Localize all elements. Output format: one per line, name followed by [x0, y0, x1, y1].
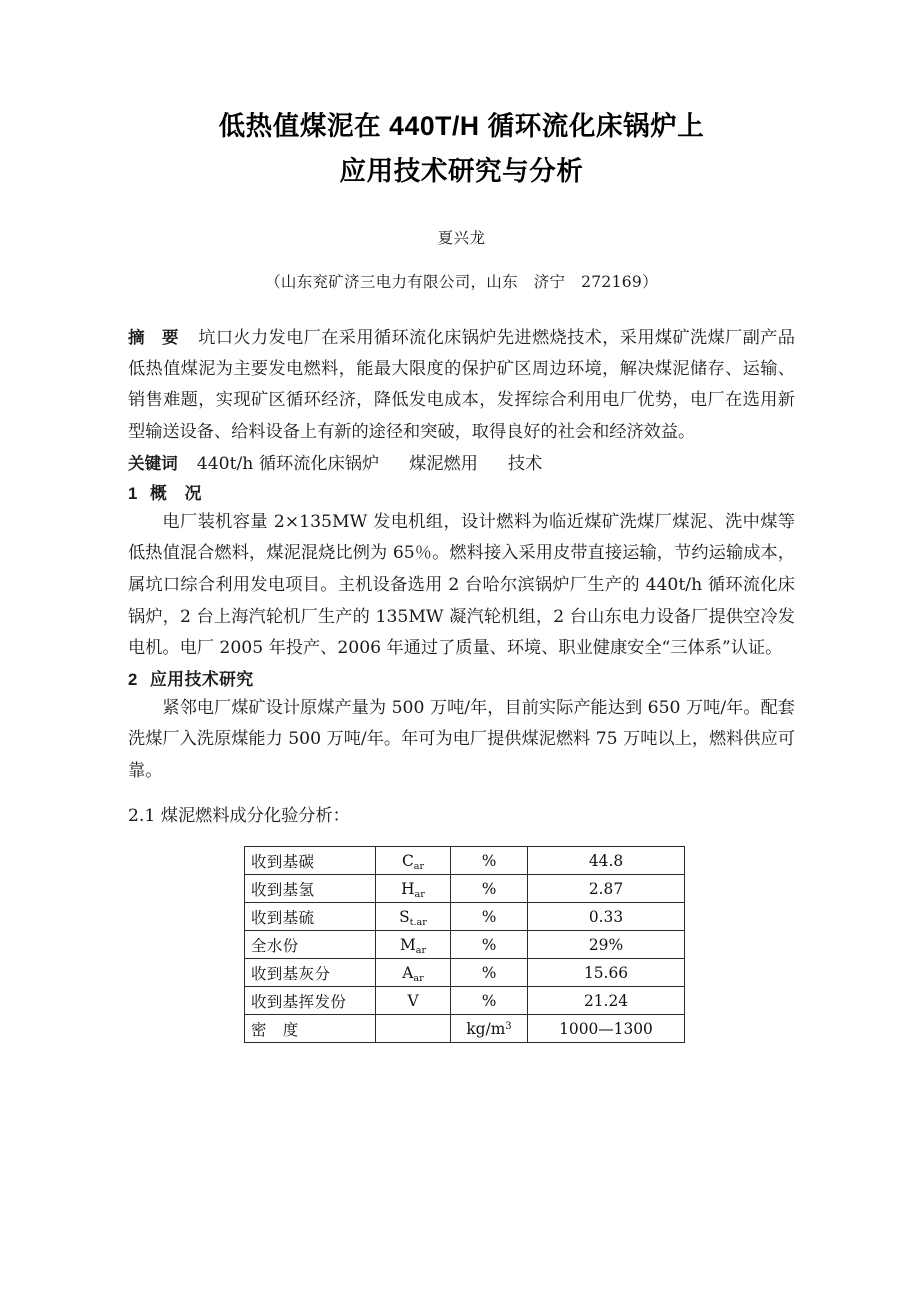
- cell-value: 15.66: [528, 959, 685, 987]
- cell-unit: $kg/m^3$: [451, 1015, 528, 1043]
- table-row: [245, 847, 685, 875]
- keywords-line: [128, 449, 795, 479]
- cell-symbol: $H_{ar}$: [376, 875, 451, 903]
- section-heading-2: [128, 666, 795, 693]
- cell-symbol: $M_{ar}$: [376, 931, 451, 959]
- section-1-number: 1: [128, 483, 138, 503]
- cell-property-name: 密 度: [245, 1015, 376, 1043]
- cell-property-name: 收到基挥发份: [245, 987, 376, 1015]
- cell-value: 1000—1300: [528, 1015, 685, 1043]
- abstract-label: 摘 要: [128, 328, 179, 347]
- cell-property-name: 收到基灰分: [245, 959, 376, 987]
- author-affiliation: （山东兖矿济三电力有限公司，山东 济宁 272169）: [265, 273, 658, 291]
- table-row: [245, 903, 685, 931]
- page-title-line-1: 低热值煤泥在 440T/H 循环流化床锅炉上: [218, 111, 705, 141]
- cell-symbol: $A_{ar}$: [376, 959, 451, 987]
- author-name: 夏兴龙: [437, 229, 486, 247]
- section-heading-1: [128, 480, 795, 507]
- table-row: [245, 987, 685, 1015]
- cell-property-name: 全水份: [245, 931, 376, 959]
- cell-symbol: [376, 1015, 451, 1043]
- subsection-heading-2-1: 2.1 煤泥燃料成分化验分析：: [128, 805, 350, 826]
- cell-value: 29%: [528, 931, 685, 959]
- abstract-text: 坑口火力发电厂在采用循环流化床锅炉先进燃烧技术，采用煤矿洗煤厂副产品低热值煤泥为主要发电燃料，能最大限度的保护矿区周边环境，解决煤泥储存、运输、销售难题，实现矿区循环经济，降低发电成本，发挥综合利用电厂优势，电厂在选用新型输送设备、给料设备上有新的途径和突破，取得良好的社会和经济效益。: [128, 328, 795, 442]
- fuel-analysis-table: [244, 846, 685, 1043]
- cell-unit: %: [451, 847, 528, 875]
- section-1-paragraph: 电厂装机容量 2×135MW 发电机组，设计燃料为临近煤矿洗煤厂煤泥、洗中煤等低热值混合燃料，煤泥混烧比例为 65％。燃料接入采用皮带直接运输，节约运输成本，属坑口综合利用发电项目。主机设备选用 2 台哈尔滨锅炉厂生产的 440t/h 循环流化床锅炉，2 台上海汽轮机厂生产的 135MW 凝汽轮机组，2 台山东电力设备厂提供空冷发电机。电厂 2005 年投产、2006 年通过了质量、环境、职业健康安全“三体系”认证。: [128, 511, 795, 659]
- cell-value: 2.87: [528, 875, 685, 903]
- title-block: [128, 0, 795, 194]
- fuel-analysis-table-wrapper: [128, 846, 795, 1043]
- keyword-item-2: 煤泥燃用: [409, 453, 478, 474]
- section-2-title: 应用技术研究: [150, 669, 254, 689]
- keyword-item-3: 技术: [507, 453, 543, 474]
- section-1-title: 概 况: [150, 483, 202, 503]
- cell-unit: %: [451, 875, 528, 903]
- cell-value: 44.8: [528, 847, 685, 875]
- cell-value: 0.33: [528, 903, 685, 931]
- section-2-paragraph: 紧邻电厂煤矿设计原煤产量为 500 万吨/年，目前实际产能达到 650 万吨/年。配套洗煤厂入洗原煤能力 500 万吨/年。年可为电厂提供煤泥燃料 75 万吨以上，燃料供应可靠。: [128, 697, 795, 781]
- cell-property-name: 收到基硫: [245, 903, 376, 931]
- table-row: [245, 1015, 685, 1043]
- cell-unit: %: [451, 959, 528, 987]
- cell-unit: %: [451, 903, 528, 931]
- table-row: [245, 875, 685, 903]
- cell-unit: %: [451, 931, 528, 959]
- cell-symbol: V: [376, 987, 451, 1015]
- section-2-number: 2: [128, 669, 138, 689]
- cell-unit: %: [451, 987, 528, 1015]
- cell-symbol: $S_{t.ar}$: [376, 903, 451, 931]
- keywords-label: 关键词: [128, 453, 178, 473]
- cell-value: 21.24: [528, 987, 685, 1015]
- table-row: [245, 959, 685, 987]
- keyword-item-1: 440t/h 循环流化床锅炉: [196, 453, 380, 474]
- cell-symbol: $C_{ar}$: [376, 847, 451, 875]
- abstract-paragraph: [128, 322, 795, 448]
- page-title-line-2: 应用技术研究与分析: [339, 156, 584, 186]
- table-row: [245, 931, 685, 959]
- cell-property-name: 收到基氢: [245, 875, 376, 903]
- cell-property-name: 收到基碳: [245, 847, 376, 875]
